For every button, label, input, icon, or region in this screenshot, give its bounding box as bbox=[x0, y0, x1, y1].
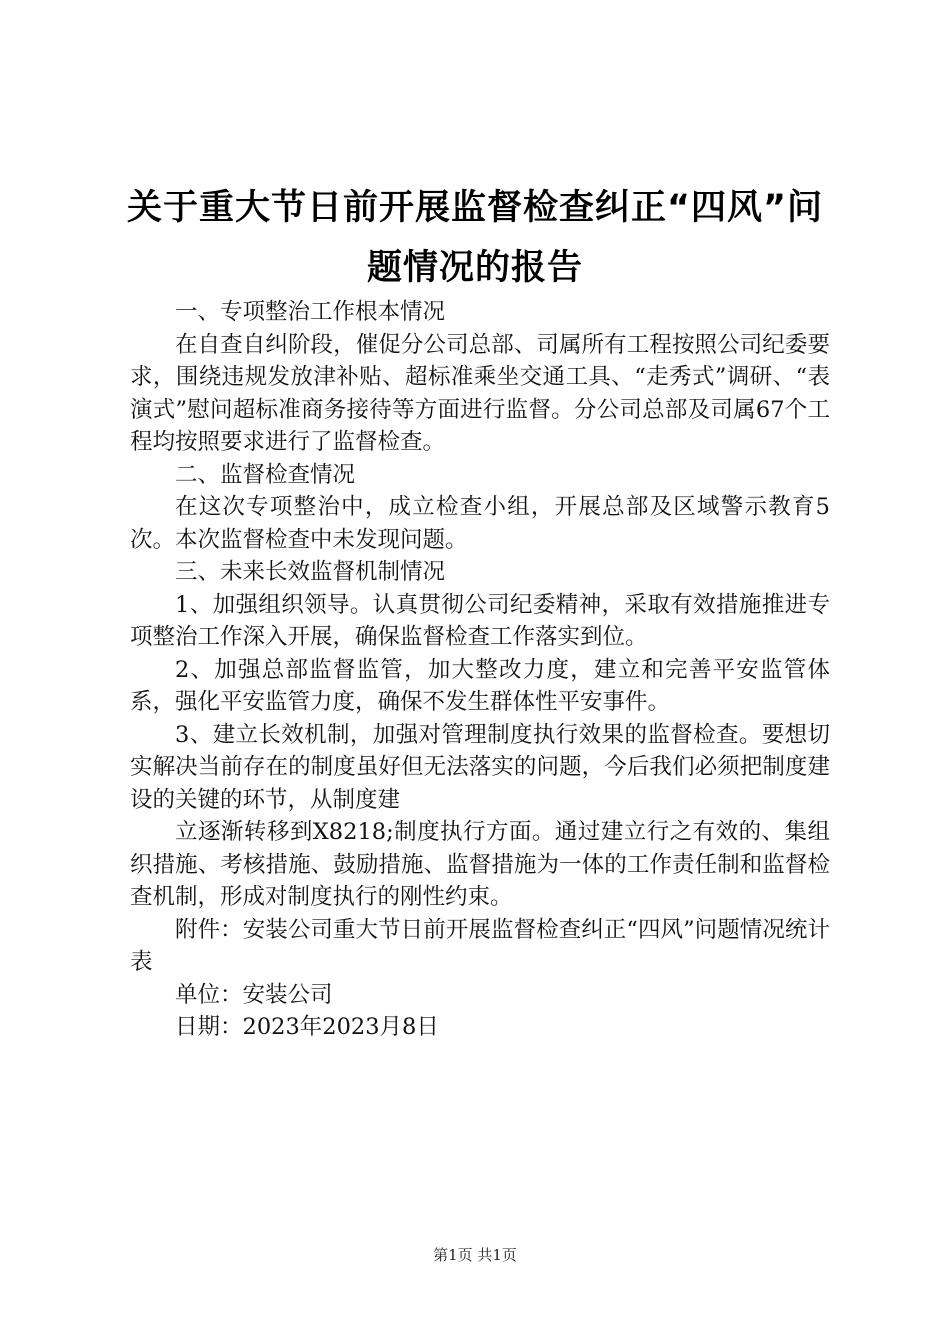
unit-line: 单位：安装公司 bbox=[175, 981, 333, 1008]
document-body bbox=[130, 296, 830, 1044]
section-heading-2: 二、监督检查情况 bbox=[175, 461, 356, 488]
section-heading-1: 一、专项整治工作根本情况 bbox=[175, 299, 446, 325]
page-footer: 第1页 共1页 bbox=[433, 1246, 517, 1264]
paragraph-5: 3、建立长效机制，加强对管理制度执行效果的监督检查。要想切实解决当前存在的制度虽好但无法落实的问题，今后我们必须把制度建设的关键的环节，从制度建 bbox=[130, 721, 830, 813]
paragraph-2: 在这次专项整治中，成立检查小组，开展总部及区域警示教育5次。本次监督检查中未发现问题。 bbox=[130, 494, 830, 553]
title-line-1: 关于重大节日前开展监督检查纠正“四风”问 bbox=[126, 188, 823, 228]
date-line: 日期：2023年2023月8日 bbox=[175, 1014, 439, 1040]
document-title bbox=[120, 178, 830, 298]
title-line-2: 题情况的报告 bbox=[366, 248, 583, 288]
paragraph-4: 2、加强总部监督监管，加大整改力度，建立和完善平安监管体系，强化平安监管力度，确保不发生群体性平安事件。 bbox=[130, 656, 830, 715]
paragraph-6: 立逐渐转移到X8218;制度执行方面。通过建立行之有效的、集组织措施、考核措施、鼓励措施、监督措施为一体的工作责任制和监督检查机制，形成对制度执行的刚性约束。 bbox=[130, 819, 830, 910]
paragraph-1: 在自查自纠阶段，催促分公司总部、司属所有工程按照公司纪委要求，围绕违规发放津补贴、超标准乘坐交通工具、“走秀式”调研、“表演式”慰问超标准商务接待等方面进行监督。分公司总部及司属67个工程均按照要求进行了监督检查。 bbox=[130, 331, 830, 455]
paragraph-3: 1、加强组织领导。认真贯彻公司纪委精神，采取有效措施推进专项整治工作深入开展，确保监督检查工作落实到位。 bbox=[130, 591, 830, 650]
attachment-note: 附件：安装公司重大节日前开展监督检查纠正“四风”问题情况统计表 bbox=[130, 916, 830, 975]
section-heading-3: 三、未来长效监督机制情况 bbox=[175, 559, 446, 585]
